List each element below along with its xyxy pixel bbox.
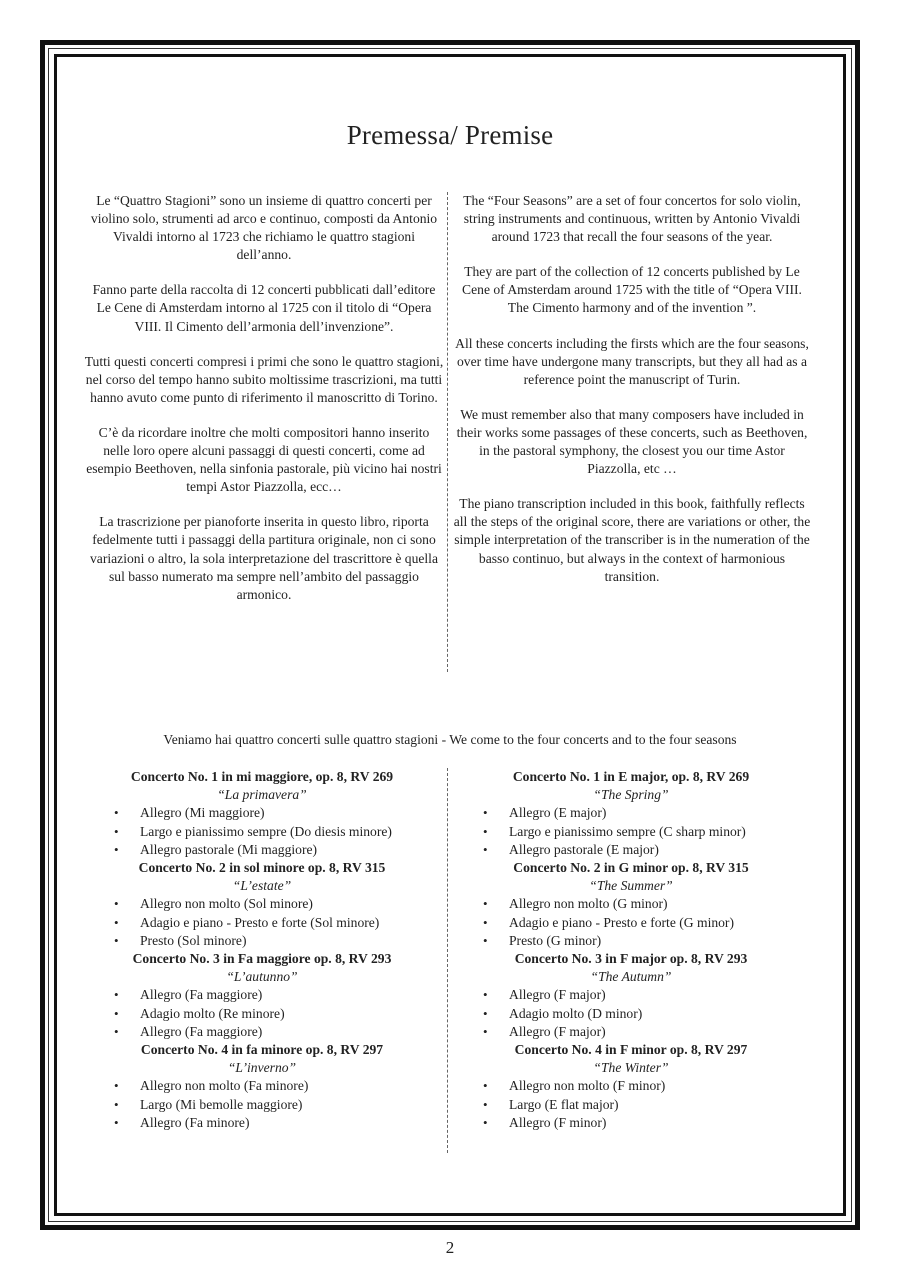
intro-paragraph: The “Four Seasons” are a set of four concertos for solo violin, string instruments and continuous, written by Antonio Vivaldi around 1723 that recall the four seasons of the year. <box>463 193 801 245</box>
list-item: • Allegro (F major) <box>456 986 806 1004</box>
bullet-icon: • <box>114 896 119 912</box>
concerto-subtitle: “The Autumn” <box>590 969 672 985</box>
concerts-intro-line: Veniamo hai quattro concerti sulle quattro stagioni - We come to the four concerts and to the four seasons <box>163 732 737 747</box>
bullet-icon: • <box>114 805 119 821</box>
bullet-icon: • <box>483 1023 488 1039</box>
movement-list <box>87 895 437 950</box>
bullet-icon: • <box>483 1005 488 1021</box>
bullet-icon: • <box>114 932 119 948</box>
movement-list <box>456 1077 806 1132</box>
intro-paragraph: We must remember also that many composers have included in their works some passages of these concerts, such as Beethoven, in the pastoral symphony, the closest you our time Astor Piazzolla, etc … <box>456 406 808 477</box>
concerti-english-column <box>456 768 806 1132</box>
list-item: • Largo (E flat major) <box>456 1096 806 1114</box>
intro-paragraph: La trascrizione per pianoforte inserita in questo libro, riporta fedelmente tutti i passaggi della partitura originale, non ci sono variazioni o altro, la sola interpretazione del trascrittore è quella sul basso numerato ma sempre nell’ambito del passaggio armonico. <box>90 514 438 602</box>
concerto-block <box>456 768 806 859</box>
movement-list <box>456 895 806 950</box>
list-item: • Allegro pastorale (E major) <box>456 841 806 859</box>
list-item: • Allegro (E major) <box>456 804 806 822</box>
bullet-icon: • <box>114 1023 119 1039</box>
concerto-heading: Concerto No. 4 in F minor op. 8, RV 297 <box>514 1042 748 1058</box>
movement-list <box>456 804 806 859</box>
list-item: • Adagio e piano - Presto e forte (G minor) <box>456 914 806 932</box>
list-item: • Allegro non molto (Sol minore) <box>87 895 437 913</box>
bullet-icon: • <box>483 987 488 1003</box>
concerto-block <box>456 859 806 950</box>
bullet-icon: • <box>114 841 119 857</box>
list-item: • Allegro (Mi maggiore) <box>87 804 437 822</box>
list-item: • Allegro (Fa maggiore) <box>87 1023 437 1041</box>
list-item: • Adagio molto (D minor) <box>456 1005 806 1023</box>
column-divider <box>447 768 448 1153</box>
list-item: • Allegro (F major) <box>456 1023 806 1041</box>
intro-paragraph: Le “Quattro Stagioni” sono un insieme di quattro concerti per violino solo, strumenti ad arco e continuo, composti da Antonio Vivaldi intorno al 1723 che richiamo le quattro stagioni dell’anno. <box>90 193 438 263</box>
concerto-subtitle: “The Spring” <box>593 787 669 803</box>
intro-english-column <box>452 192 812 603</box>
concerto-heading: Concerto No. 2 in G minor op. 8, RV 315 <box>513 860 749 876</box>
movement-list <box>87 1077 437 1132</box>
bullet-icon: • <box>114 1005 119 1021</box>
intro-paragraph: C’è da ricordare inoltre che molti compositori hanno inserito nelle loro opere alcuni passaggi di questi concerti, come ad esempio Beethoven, nella sinfonia pastorale, più vicino hai nostri tempi Astor Piazzolla, ecc… <box>86 424 442 495</box>
list-item: • Allegro non molto (Fa minore) <box>87 1077 437 1095</box>
list-item: • Allegro (F minor) <box>456 1114 806 1132</box>
concerto-block <box>456 1041 806 1132</box>
list-item: • Presto (Sol minore) <box>87 932 437 950</box>
bullet-icon: • <box>114 1114 119 1130</box>
concerto-subtitle: “La primavera” <box>217 787 307 803</box>
concerto-subtitle: “The Summer” <box>589 878 673 894</box>
bullet-icon: • <box>483 1078 488 1094</box>
list-item: • Allegro pastorale (Mi maggiore) <box>87 841 437 859</box>
list-item: • Allegro non molto (F minor) <box>456 1077 806 1095</box>
bullet-icon: • <box>483 932 488 948</box>
concerto-heading: Concerto No. 3 in Fa maggiore op. 8, RV 293 <box>132 951 392 967</box>
concerto-block <box>87 768 437 859</box>
concerto-block <box>87 950 437 1041</box>
intro-paragraph: The piano transcription included in this book, faithfully reflects all the steps of the original score, there are variations or other, the simple interpretation of the transcriber is in the numeration of the basso continuo, but always in the context of harmonious transition. <box>453 496 811 584</box>
page-number: 2 <box>445 1238 455 1257</box>
column-divider <box>447 192 448 672</box>
intro-paragraph: They are part of the collection of 12 concerts published by Le Cene of Amsterdam around 1725 with the title of “Opera VIII. The Cimento harmony and of the invention ”. <box>462 264 802 316</box>
bullet-icon: • <box>114 987 119 1003</box>
concerto-heading: Concerto No. 1 in E major, op. 8, RV 269 <box>512 769 750 784</box>
list-item: • Allegro non molto (G minor) <box>456 895 806 913</box>
concerto-block <box>87 859 437 950</box>
concerto-subtitle: “L’inverno” <box>227 1060 297 1076</box>
bullet-icon: • <box>114 823 119 839</box>
bullet-icon: • <box>483 823 488 839</box>
list-item: • Presto (G minor) <box>456 932 806 950</box>
bullet-icon: • <box>114 914 119 930</box>
concerti-italian-column <box>87 768 437 1132</box>
bullet-icon: • <box>114 1078 119 1094</box>
intro-paragraph: Tutti questi concerti compresi i primi che sono le quattro stagioni, nel corso del tempo hanno subito moltissime trascrizioni, ma tutti hanno avuto come punto di riferimento il manoscritto di Torino. <box>84 353 444 405</box>
concerto-block <box>456 950 806 1041</box>
movement-list <box>456 986 806 1041</box>
concerto-heading: Concerto No. 2 in sol minore op. 8, RV 315 <box>138 860 386 876</box>
intro-italian-column <box>84 192 444 621</box>
concerto-heading: Concerto No. 3 in F major op. 8, RV 293 <box>514 951 748 967</box>
bullet-icon: • <box>483 1114 488 1130</box>
bullet-icon: • <box>483 1096 488 1112</box>
intro-paragraph: Fanno parte della raccolta di 12 concerti pubblicati dall’editore Le Cene di Amsterdam intorno al 1725 con il titolo di “Opera VIII. Il Cimento dell’armonia dell’invenzione”. <box>92 282 436 334</box>
page-title: Premessa/ Premise <box>346 120 554 150</box>
concerto-heading: Concerto No. 1 in mi maggiore, op. 8, RV 269 <box>130 769 394 784</box>
bullet-icon: • <box>483 896 488 912</box>
list-item: • Largo (Mi bemolle maggiore) <box>87 1096 437 1114</box>
intro-paragraph: All these concerts including the firsts which are the four seasons, over time have undergone many transcripts, but they all had as a reference point the manuscript of Turin. <box>455 335 809 387</box>
bullet-icon: • <box>483 841 488 857</box>
list-item: • Largo e pianissimo sempre (C sharp minor) <box>456 823 806 841</box>
concerto-subtitle: “L’estate” <box>232 878 292 894</box>
bullet-icon: • <box>483 805 488 821</box>
list-item: • Largo e pianissimo sempre (Do diesis minore) <box>87 823 437 841</box>
concerto-subtitle: “L’autunno” <box>226 969 298 985</box>
bullet-icon: • <box>483 914 488 930</box>
list-item: • Allegro (Fa maggiore) <box>87 986 437 1004</box>
concerto-subtitle: “The Winter” <box>593 1060 669 1076</box>
list-item: • Adagio e piano - Presto e forte (Sol minore) <box>87 914 437 932</box>
movement-list <box>87 804 437 859</box>
concerto-block <box>87 1041 437 1132</box>
concerto-heading: Concerto No. 4 in fa minore op. 8, RV 297 <box>140 1042 384 1058</box>
list-item: • Adagio molto (Re minore) <box>87 1005 437 1023</box>
list-item: • Allegro (Fa minore) <box>87 1114 437 1132</box>
bullet-icon: • <box>114 1096 119 1112</box>
movement-list <box>87 986 437 1041</box>
